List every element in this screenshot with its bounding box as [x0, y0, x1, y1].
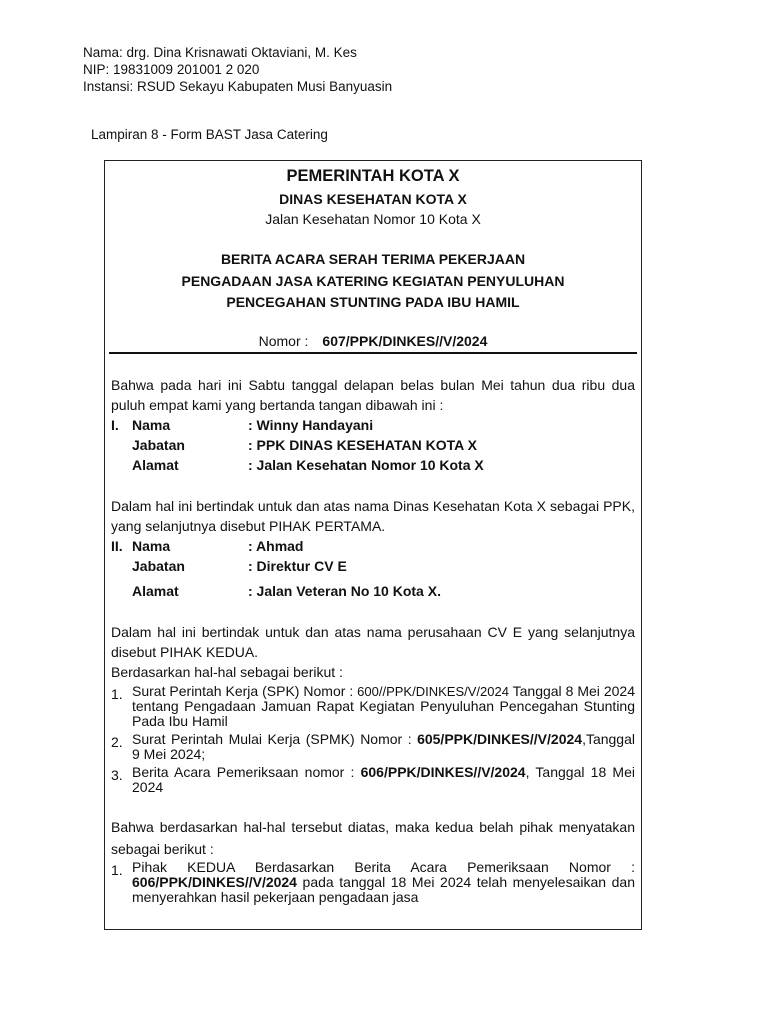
statement-item-number: 1. — [111, 862, 123, 878]
list-item — [111, 765, 635, 795]
basis-list — [111, 684, 635, 795]
party2-address-row — [111, 581, 635, 601]
party1-address-label: Alamat — [132, 457, 179, 473]
party1-position-label: Jabatan — [132, 437, 185, 453]
party1-position-row — [111, 435, 635, 455]
document-title-line-1: BERITA ACARA SERAH TERIMA PEKERJAAN — [220, 251, 526, 267]
author-nip: NIP: 19831009 201001 2 020 — [83, 62, 260, 77]
party1-name-value: : Winny Handayani — [248, 417, 374, 433]
agency-address: Jalan Kesehatan Nomor 10 Kota X — [265, 211, 481, 227]
document-title-line-3: PENCEGAHAN STUNTING PADA IBU HAMIL — [226, 294, 520, 310]
document-number-value: 607/PPK/DINKES//V/2024 — [322, 333, 488, 349]
party2-name-row — [111, 536, 635, 556]
statement-item-text: Pihak KEDUA Berdasarkan Berita Acara Pemeriksaan Nomor : 606/PPK/DINKES//V/2024 pada tanggal 18 Mei 2024 telah menyelesaikan dan menyerahkan hasil pekerjaan pengadaan jasa — [132, 859, 635, 905]
author-institution: Instansi: RSUD Sekayu Kabupaten Musi Banyuasin — [83, 79, 393, 94]
party2-position-value: : Direktur CV E — [248, 558, 347, 574]
author-info — [83, 44, 392, 95]
party1-role-paragraph: Dalam hal ini bertindak untuk dan atas nama Dinas Kesehatan Kota X sebagai PPK, yang selanjutnya disebut PIHAK PERTAMA. — [111, 498, 635, 534]
party2-address-value: : Jalan Veteran No 10 Kota X. — [248, 583, 441, 599]
header-divider — [109, 352, 637, 354]
basis-item-number: 3. — [111, 767, 123, 783]
government-heading: PEMERINTAH KOTA X — [286, 167, 460, 185]
statement-list — [111, 860, 635, 905]
statement-intro: Bahwa berdasarkan hal-hal tersebut diatas, maka kedua belah pihak menyatakan sebagai berikut : — [111, 819, 635, 857]
list-item — [111, 732, 635, 762]
party2-name-value: : Ahmad — [248, 538, 304, 554]
party1-number: I. — [111, 417, 119, 433]
party2-role-paragraph: Dalam hal ini bertindak untuk dan atas nama perusahaan CV E yang selanjutnya disebut PIHAK KEDUA. — [111, 624, 635, 660]
basis-item-number: 2. — [111, 734, 123, 750]
party2-position-label: Jabatan — [132, 558, 185, 574]
party2-name-label: Nama — [132, 538, 171, 554]
basis-intro: Berdasarkan hal-hal sebagai berikut : — [111, 664, 343, 680]
document-frame — [104, 160, 642, 930]
list-item — [111, 684, 635, 729]
author-name: Nama: drg. Dina Krisnawati Oktaviani, M. Kes — [83, 45, 357, 60]
document-number — [105, 333, 641, 349]
document-title-line-2: PENGADAAN JASA KATERING KEGIATAN PENYULUHAN — [181, 273, 565, 289]
agency-heading: DINAS KESEHATAN KOTA X — [279, 191, 467, 207]
basis-item-text: Berita Acara Pemeriksaan nomor : 606/PPK/DINKES//V/2024, Tanggal 18 Mei 2024 — [132, 764, 635, 795]
party1-position-value: : PPK DINAS KESEHATAN KOTA X — [248, 437, 477, 453]
party2-number: II. — [111, 538, 123, 554]
list-item — [111, 860, 635, 905]
document-body — [111, 375, 635, 905]
party1-name-row — [111, 415, 635, 435]
party1-name-label: Nama — [132, 417, 171, 433]
party1-address-row — [111, 455, 635, 475]
basis-item-text: Surat Perintah Mulai Kerja (SPMK) Nomor : 605/PPK/DINKES//V/2024,Tanggal 9 Mei 2024; — [132, 731, 635, 762]
intro-paragraph: Bahwa pada hari ini Sabtu tanggal delapan belas bulan Mei tahun dua ribu dua puluh empat kami yang bertanda tangan dibawah ini : — [111, 377, 635, 413]
basis-item-text: Surat Perintah Kerja (SPK) Nomor : 600//PPK/DINKES/V/2024 Tanggal 8 Mei 2024 tentang Pengadaan Jamuan Rapat Kegiatan Penyuluhan Pencegahan Stunting Pada Ibu Hamil — [132, 683, 635, 729]
party2-position-row — [111, 556, 635, 576]
document-number-label: Nomor : — [258, 333, 309, 349]
party1-address-value: : Jalan Kesehatan Nomor 10 Kota X — [248, 457, 484, 473]
basis-item-number: 1. — [111, 686, 123, 702]
attachment-caption: Lampiran 8 - Form BAST Jasa Catering — [91, 127, 328, 142]
party2-address-label: Alamat — [132, 583, 179, 599]
